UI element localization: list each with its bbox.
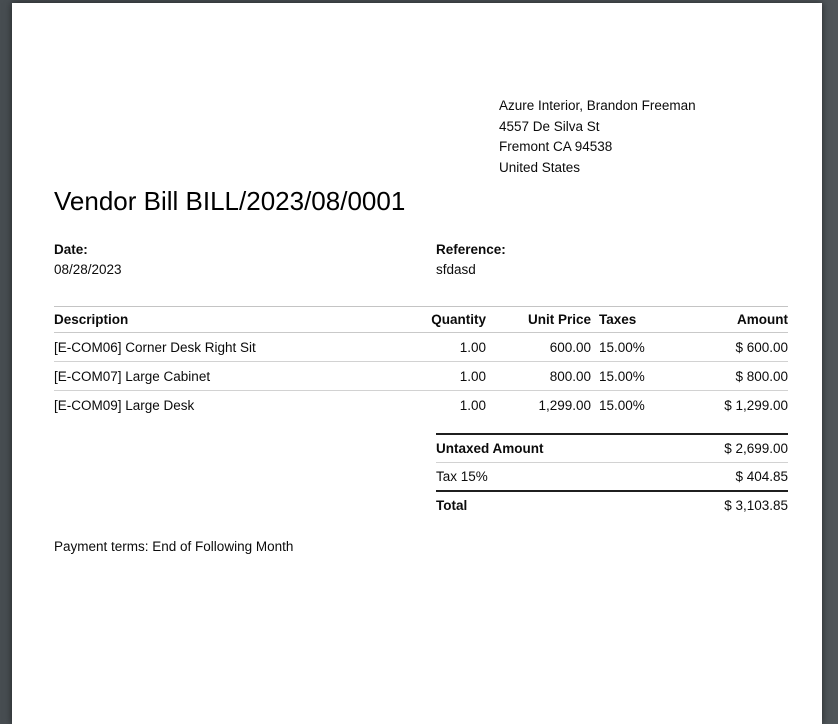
vendor-city: Fremont CA 94538	[499, 139, 613, 154]
payment-terms: Payment terms: End of Following Month	[54, 538, 294, 554]
vendor-name: Azure Interior, Brandon Freeman	[499, 98, 696, 113]
vendor-address-block	[499, 96, 788, 178]
untaxed-amount-label: Untaxed Amount	[436, 434, 657, 463]
total-value: $ 3,103.85	[657, 491, 788, 519]
cell-quantity: 1.00	[429, 333, 486, 362]
reference-value: sfdasd	[436, 262, 476, 277]
column-header-unit-price: Unit Price	[486, 307, 591, 333]
cell-quantity: 1.00	[429, 362, 486, 391]
vendor-bill-page	[12, 3, 822, 724]
cell-taxes: 15.00%	[591, 362, 671, 391]
total-label: Total	[436, 491, 657, 519]
bill-info-row	[54, 240, 788, 280]
cell-unit-price: 800.00	[486, 362, 591, 391]
tax-label: Tax 15%	[436, 462, 657, 491]
reference-block	[436, 240, 788, 280]
totals-table	[436, 433, 788, 519]
cell-amount: $ 800.00	[671, 362, 788, 391]
cell-unit-price: 1,299.00	[538, 397, 591, 413]
date-label: Date:	[54, 242, 88, 257]
cell-quantity: 1.00	[459, 397, 486, 413]
cell-description: [E-COM06] Corner Desk Right Sit	[54, 333, 429, 362]
cell-unit-price: 600.00	[486, 333, 591, 362]
untaxed-amount-row	[436, 434, 788, 463]
page-content	[12, 96, 822, 557]
untaxed-amount-value: $ 2,699.00	[657, 434, 788, 463]
table-row	[54, 362, 788, 391]
vendor-country: United States	[499, 159, 581, 175]
cell-description: [E-COM07] Large Cabinet	[54, 362, 429, 391]
column-header-quantity: Quantity	[429, 307, 486, 333]
reference-label: Reference:	[436, 242, 506, 257]
table-row	[54, 333, 788, 362]
column-header-description: Description	[54, 307, 429, 333]
table-row	[54, 391, 788, 420]
tax-row	[436, 462, 788, 491]
cell-amount: $ 1,299.00	[724, 397, 788, 413]
cell-description: [E-COM09] Large Desk	[54, 397, 195, 413]
line-items-header-row	[54, 307, 788, 333]
line-items-table	[54, 306, 788, 420]
column-header-taxes: Taxes	[591, 307, 671, 333]
total-row	[436, 491, 788, 519]
date-block	[54, 240, 436, 280]
cell-taxes: 15.00%	[599, 397, 645, 413]
vendor-street: 4557 De Silva St	[499, 118, 600, 134]
date-value: 08/28/2023	[54, 262, 122, 277]
cell-amount: $ 600.00	[671, 333, 788, 362]
cell-taxes: 15.00%	[591, 333, 671, 362]
tax-value: $ 404.85	[657, 462, 788, 491]
column-header-amount: Amount	[671, 307, 788, 333]
page-title: Vendor Bill BILL/2023/08/0001	[54, 186, 406, 216]
